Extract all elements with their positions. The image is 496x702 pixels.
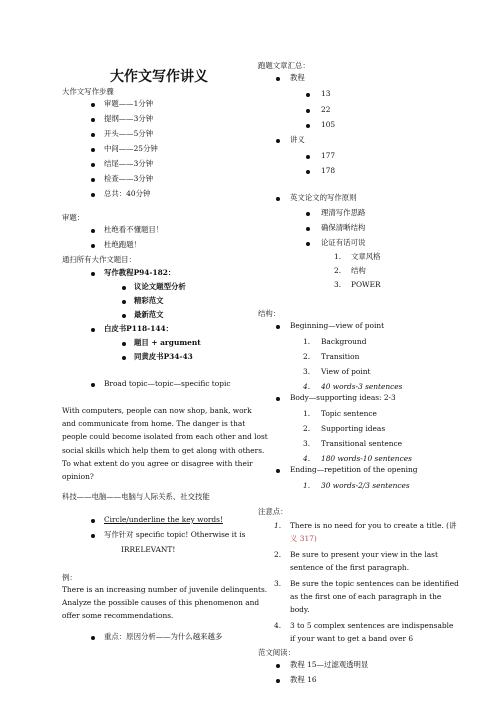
list-number: 3. <box>303 367 311 376</box>
bullet-icon <box>276 325 280 329</box>
bullet-icon <box>91 636 95 640</box>
bullet-icon <box>276 77 280 81</box>
bullet-icon <box>91 103 95 107</box>
bullet-icon <box>276 397 280 401</box>
list-item: 检查——3分钟 <box>104 174 154 183</box>
list-item: 论证有话可说 <box>321 238 366 247</box>
bullet-icon <box>91 244 95 248</box>
bullet-icon <box>306 227 310 231</box>
list-item: 审题——1分钟 <box>104 99 154 108</box>
list-number: 1. <box>334 252 342 261</box>
paragraph-line: There is an increasing number of juvenile delinquents. <box>62 585 268 594</box>
list-item: 总共：40分钟 <box>104 189 151 198</box>
bullet-icon <box>276 197 280 201</box>
bullet-icon <box>306 93 310 97</box>
list-item: 同黄皮书P34-43 <box>134 352 193 361</box>
page-title: 大作文写作讲义 <box>110 69 208 85</box>
list-item: Transition <box>321 352 360 361</box>
example-paragraph-1 <box>62 404 268 483</box>
bullet-icon <box>276 139 280 143</box>
list-item: 结尾——3分钟 <box>104 159 154 168</box>
list-number: 4. <box>303 382 311 391</box>
paragraph-line: To what extent do you agree or disagree with their <box>62 458 253 468</box>
bullet-icon <box>91 229 95 233</box>
bullet-icon <box>91 193 95 197</box>
paragraph-line: Analyze the possible causes of this phenomenon and <box>62 598 260 608</box>
note-line: 3 to 5 complex sentences are indispensable <box>290 621 454 630</box>
bullet-icon <box>91 118 95 122</box>
list-item: 讲义 <box>290 135 305 144</box>
sample-reading-heading: 范文阅读： <box>258 648 295 657</box>
bullet-icon <box>91 534 95 538</box>
note-line: Be sure to present your view in the last <box>290 550 438 559</box>
list-item: View of point <box>321 367 371 376</box>
list-number: 2. <box>334 266 342 275</box>
paragraph-line: people could become isolated from each other and lost <box>62 432 268 442</box>
note-line: as the first one of each paragraph in the <box>290 592 442 601</box>
example-paragraph-2 <box>62 583 268 623</box>
list-item: 178 <box>321 166 336 175</box>
bullet-icon <box>276 469 280 473</box>
bullet-icon <box>91 272 95 276</box>
note-number: 3. <box>274 579 282 588</box>
beginning-item: Beginning—view of point <box>290 321 385 330</box>
list-item: POWER <box>351 280 381 289</box>
note-line: Be sure the topic sentences can be identified <box>290 579 459 588</box>
bullet-icon <box>306 155 310 159</box>
key-point-item: 重点：原因分析——为什么越来越多 <box>104 632 223 641</box>
note-line: body. <box>290 605 310 614</box>
broad-topic-item: Broad topic—topic—specific topic <box>104 379 231 388</box>
list-item: 教程 <box>290 73 305 82</box>
list-number: 3. <box>303 439 311 448</box>
list-item: 13 <box>321 89 331 98</box>
circle-keywords-item: Circle/underline the key words! <box>104 515 223 524</box>
list-item: 40 words-3 sentences <box>321 382 403 391</box>
note-line: There is no need for you to create a title. (讲 <box>290 521 457 530</box>
ending-item: Ending—repetition of the opening <box>290 465 418 474</box>
list-number: 2. <box>303 424 311 433</box>
body-item: Body—supporting ideas: 2-3 <box>290 393 396 402</box>
scan-heading: 通扫所有大作文题目： <box>62 255 136 264</box>
paragraph-line: With computers, people can now shop, bank, work <box>62 406 252 415</box>
bullet-icon <box>306 242 310 246</box>
list-item: 议论文题型分析 <box>134 282 186 291</box>
list-item: Topic sentence <box>321 409 377 418</box>
bullet-icon <box>306 170 310 174</box>
list-item: Background <box>321 337 367 346</box>
bullet-icon <box>276 679 280 683</box>
book1-item: 写作教程P94-182： <box>104 268 176 277</box>
bullet-icon <box>306 109 310 113</box>
bullet-icon <box>276 664 280 668</box>
keji-line: 科技——电脑——电脑与人际关系、社交技能 <box>62 492 210 501</box>
note-line: 义 317) <box>290 534 317 543</box>
list-item: 180 words-10 sentences <box>321 454 412 463</box>
bullet-icon <box>306 212 310 216</box>
bullet-icon <box>91 519 95 523</box>
bullet-icon <box>91 133 95 137</box>
list-item: 杜绝看不懂题目！ <box>104 225 164 234</box>
list-item: 精彩范文 <box>134 296 164 305</box>
paragraph-line: offer some recommendations. <box>62 611 174 621</box>
list-number: 4. <box>303 454 311 463</box>
bullet-icon <box>91 328 95 332</box>
write-specific-item-line1: 写作针对 specific topic! Otherwise it is <box>104 530 246 539</box>
list-item: Transitional sentence <box>321 439 402 448</box>
list-number: 1. <box>303 337 311 346</box>
note-number: 1. <box>274 521 282 530</box>
paragraph-line: and communicate from home. The danger is that <box>62 419 246 429</box>
bullet-icon <box>122 342 126 346</box>
bullet-icon <box>91 163 95 167</box>
note-number: 4. <box>274 621 282 630</box>
list-item: 开头——5分钟 <box>104 129 154 138</box>
list-item: 结构 <box>351 266 366 275</box>
paragraph-line: social skills which help them to get along with others. <box>62 445 265 455</box>
list-item: 确保清晰结构 <box>321 223 366 232</box>
list-item: 177 <box>321 151 336 160</box>
paragraph-line: opinion? <box>62 472 94 482</box>
note-number: 2. <box>274 550 282 559</box>
bullet-icon <box>91 178 95 182</box>
write-specific-item-line2: IRRELEVANT! <box>121 545 176 554</box>
note-line: if your want to get a band over 6 <box>290 634 414 643</box>
steps-heading: 大作文写作步骤 <box>62 87 114 96</box>
list-item: 30 words-2/3 sentences <box>321 481 410 490</box>
notes-heading: 注意点： <box>258 507 288 516</box>
list-item: 文章风格 <box>351 252 381 261</box>
list-number: 2. <box>303 352 311 361</box>
offtopic-heading: 跑题文章汇总： <box>258 61 310 70</box>
list-item: 题目 + argument <box>134 338 201 347</box>
list-number: 1. <box>303 481 311 490</box>
list-number: 3. <box>334 280 342 289</box>
bullet-icon <box>122 286 126 290</box>
example-label: 例： <box>62 573 77 582</box>
list-item: 英文论文的写作原则 <box>290 193 357 202</box>
shenti-heading: 审题： <box>62 213 85 222</box>
list-item: 理清写作思路 <box>321 208 366 217</box>
bullet-icon <box>122 314 126 318</box>
list-item: 105 <box>321 120 336 129</box>
list-number: 1. <box>303 409 311 418</box>
list-item: 中间——25分钟 <box>104 144 158 153</box>
list-item: 22 <box>321 105 331 114</box>
note-line: sentence of the first paragraph. <box>290 563 410 572</box>
list-item: Supporting ideas <box>321 424 386 433</box>
list-item: 杜绝跑题！ <box>104 240 141 249</box>
bullet-icon <box>91 383 95 387</box>
bullet-icon <box>306 124 310 128</box>
bullet-icon <box>122 356 126 360</box>
list-item: 提纲——3分钟 <box>104 114 154 123</box>
bullet-icon <box>91 148 95 152</box>
list-item: 教程 15—过滤观透明显 <box>290 660 369 669</box>
list-item: 教程 16 <box>290 675 317 684</box>
structure-heading: 结构： <box>258 309 281 318</box>
list-item: 最新范文 <box>134 310 164 319</box>
bullet-icon <box>122 300 126 304</box>
book2-item: 白皮书P118-144： <box>104 324 174 333</box>
